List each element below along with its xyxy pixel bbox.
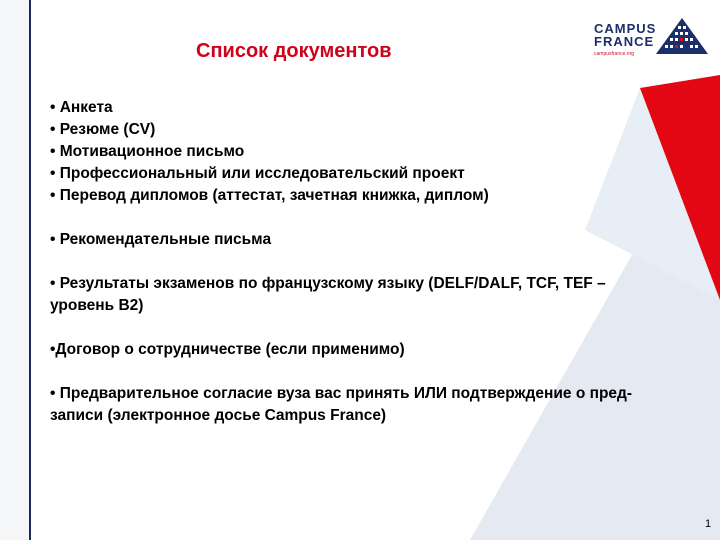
page-title: Список документов: [196, 40, 392, 62]
campus-france-logo: [594, 14, 710, 72]
list-group-agreement: [50, 339, 690, 361]
list-item: • Анкета: [50, 99, 113, 116]
list-group-recommendations: [50, 229, 690, 251]
list-group-preliminary-consent: [50, 383, 690, 427]
list-group-language-exams: [50, 273, 690, 317]
logo-wordmark: [594, 22, 656, 48]
list-item: • Перевод дипломов (аттестат, зачетная книжка, диплом): [50, 187, 489, 204]
page-number: 1: [705, 518, 712, 530]
list-item: • Мотивационное письмо: [50, 143, 245, 160]
list-item: •Договор о сотрудничестве (если применимо): [50, 341, 405, 358]
logo-url: campusfrance.org: [594, 51, 635, 57]
list-item: • Резюме (CV): [50, 121, 156, 138]
list-item: • Рекомендательные письма: [50, 231, 272, 248]
list-item: • Результаты экзаменов по французскому языку (DELF/DALF, TCF, TEF – уровень B2): [50, 275, 606, 314]
document-list: [50, 97, 690, 427]
logo-triangle-icon: [654, 16, 710, 56]
list-item: • Предварительное согласие вуза вас принять ИЛИ подтверждение о пред-записи (электронное досье Campus France): [50, 385, 633, 424]
list-group-main: [50, 97, 690, 207]
list-item: • Профессиональный или исследовательский проект: [50, 165, 465, 182]
logo-line-france: FRANCE: [594, 34, 655, 49]
logo-line-campus: CAMPUS: [594, 21, 657, 36]
